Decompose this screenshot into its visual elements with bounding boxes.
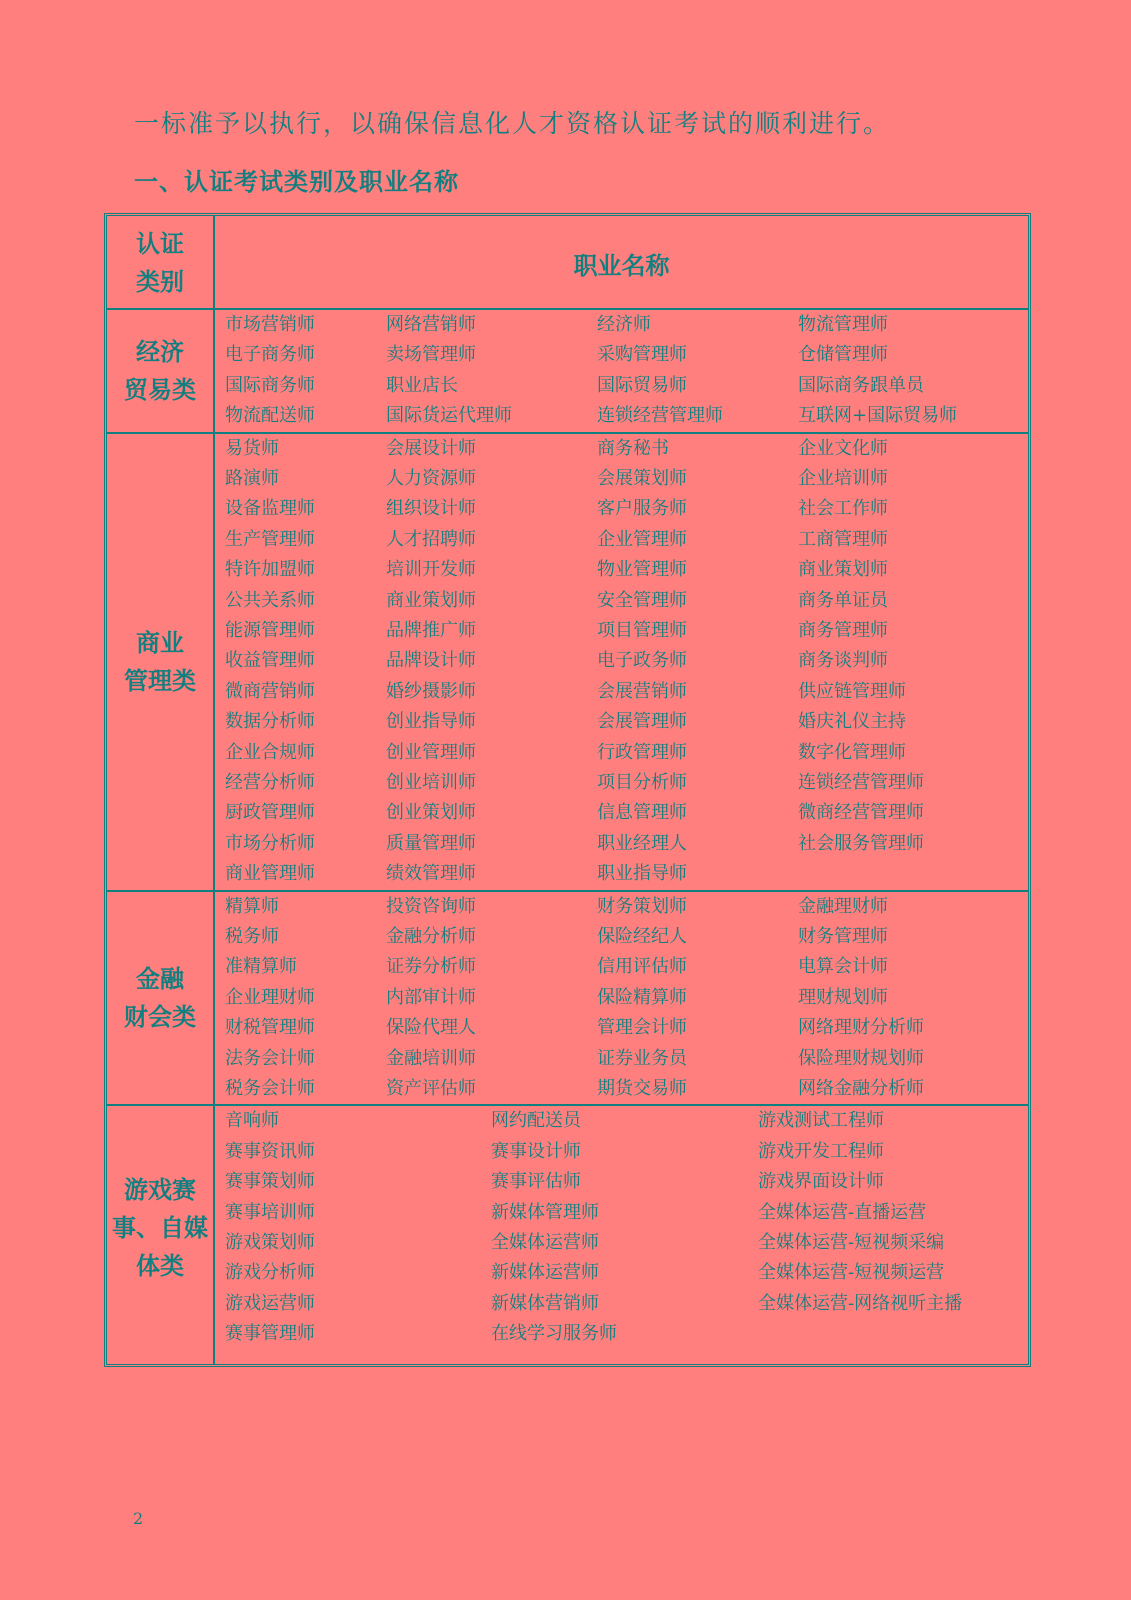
job-title: 职业店长 bbox=[386, 374, 458, 396]
job-title: 内部审计师 bbox=[386, 986, 476, 1008]
table-row bbox=[225, 1289, 1028, 1319]
section-title: 一、认证考试类别及职业名称 bbox=[134, 167, 459, 196]
job-title: 精算师 bbox=[225, 895, 279, 917]
job-title: 特许加盟师 bbox=[225, 559, 315, 581]
table-row bbox=[225, 892, 1028, 922]
job-title: 游戏策划师 bbox=[225, 1231, 315, 1253]
job-title: 安全管理师 bbox=[597, 589, 687, 611]
job-title: 保险经纪人 bbox=[597, 925, 687, 947]
job-title: 会展设计师 bbox=[386, 437, 476, 459]
job-title: 网络营销师 bbox=[386, 314, 476, 335]
table-row bbox=[225, 738, 1028, 768]
job-title: 职业指导师 bbox=[597, 863, 687, 885]
job-title: 新媒体运营师 bbox=[491, 1262, 599, 1284]
job-title: 商务管理师 bbox=[798, 619, 888, 641]
job-title: 电子政务师 bbox=[597, 650, 687, 672]
table-row bbox=[225, 586, 1028, 616]
job-title: 质量管理师 bbox=[386, 832, 476, 854]
job-title: 客户服务师 bbox=[597, 498, 687, 520]
category-cell bbox=[107, 434, 213, 890]
job-title: 连锁经营管理师 bbox=[597, 405, 723, 427]
job-title: 赛事策划师 bbox=[225, 1171, 315, 1193]
job-title: 期货交易师 bbox=[597, 1077, 687, 1099]
job-list bbox=[225, 1106, 1028, 1349]
job-title: 企业合规师 bbox=[225, 741, 315, 763]
job-title: 保险理财规划师 bbox=[798, 1047, 924, 1069]
job-title: 组织设计师 bbox=[386, 498, 476, 520]
job-title: 国际货运代理师 bbox=[386, 405, 512, 427]
job-title: 婚庆礼仪主持 bbox=[798, 711, 906, 733]
job-list bbox=[225, 434, 1028, 890]
job-title: 人才招聘师 bbox=[386, 528, 476, 550]
job-title: 会展管理师 bbox=[597, 711, 687, 733]
category-label: 商业 管理类 bbox=[124, 627, 196, 695]
table-row bbox=[225, 434, 1028, 464]
job-title: 全媒体运营-网络视听主播 bbox=[758, 1292, 963, 1314]
job-title: 金融理财师 bbox=[798, 895, 888, 917]
job-title: 微商经营管理师 bbox=[798, 802, 924, 824]
job-title: 游戏界面设计师 bbox=[758, 1171, 884, 1193]
certification-table bbox=[104, 213, 1031, 1367]
job-title: 社会工作师 bbox=[798, 498, 888, 520]
table-row bbox=[225, 798, 1028, 828]
job-title: 数据分析师 bbox=[225, 711, 315, 733]
job-title: 游戏开发工程师 bbox=[758, 1140, 884, 1162]
job-title: 设备监理师 bbox=[225, 498, 315, 520]
table-row bbox=[225, 922, 1028, 952]
header-category bbox=[107, 216, 213, 310]
job-title: 财务管理师 bbox=[798, 925, 888, 947]
job-title: 供应链管理师 bbox=[798, 680, 906, 702]
table-row bbox=[225, 616, 1028, 646]
job-title: 游戏测试工程师 bbox=[758, 1110, 884, 1132]
category-label: 金融 财会类 bbox=[124, 963, 196, 1031]
job-title: 国际商务师 bbox=[225, 374, 315, 396]
job-title: 商务谈判师 bbox=[798, 650, 888, 672]
job-title: 企业培训师 bbox=[798, 467, 888, 489]
job-title: 赛事培训师 bbox=[225, 1201, 315, 1223]
job-title: 商务单证员 bbox=[798, 589, 888, 611]
table-row bbox=[225, 371, 1028, 401]
job-title: 金融分析师 bbox=[386, 925, 476, 947]
job-title: 税务师 bbox=[225, 925, 279, 947]
job-title: 项目管理师 bbox=[597, 619, 687, 641]
job-title: 采购管理师 bbox=[597, 344, 687, 366]
job-title: 能源管理师 bbox=[225, 619, 315, 641]
job-list bbox=[225, 310, 1028, 432]
table-row bbox=[225, 310, 1028, 340]
job-title: 网络理财分析师 bbox=[798, 1017, 924, 1039]
table-row bbox=[225, 340, 1028, 370]
table-row bbox=[225, 1319, 1028, 1349]
job-title: 物业管理师 bbox=[597, 559, 687, 581]
job-title: 保险精算师 bbox=[597, 986, 687, 1008]
job-title: 赛事管理师 bbox=[225, 1323, 315, 1345]
job-title: 数字化管理师 bbox=[798, 741, 906, 763]
job-title: 互联网+国际贸易师 bbox=[798, 405, 958, 427]
job-title: 创业策划师 bbox=[386, 802, 476, 824]
table-row bbox=[225, 829, 1028, 859]
job-title: 企业理财师 bbox=[225, 986, 315, 1008]
job-title: 准精算师 bbox=[225, 956, 297, 978]
table-row bbox=[225, 1013, 1028, 1043]
table-row bbox=[225, 1228, 1028, 1258]
job-title: 生产管理师 bbox=[225, 528, 315, 550]
table-row bbox=[225, 1258, 1028, 1288]
job-title: 赛事资讯师 bbox=[225, 1140, 315, 1162]
job-title: 企业文化师 bbox=[798, 437, 888, 459]
job-title: 创业管理师 bbox=[386, 741, 476, 763]
header-jobs: 职业名称 bbox=[573, 250, 670, 280]
job-list bbox=[225, 892, 1028, 1105]
job-title: 网络金融分析师 bbox=[798, 1077, 924, 1099]
job-title: 商业策划师 bbox=[386, 589, 476, 611]
job-title: 管理会计师 bbox=[597, 1017, 687, 1039]
category-label: 游戏赛 事、自媒 体类 bbox=[112, 1174, 208, 1280]
job-title: 资产评估师 bbox=[386, 1077, 476, 1099]
table-row bbox=[225, 707, 1028, 737]
table-row bbox=[225, 401, 1028, 431]
job-title: 游戏运营师 bbox=[225, 1292, 315, 1314]
job-title: 收益管理师 bbox=[225, 650, 315, 672]
job-title: 仓储管理师 bbox=[798, 344, 888, 366]
job-title: 赛事评估师 bbox=[491, 1171, 581, 1193]
job-title: 项目分析师 bbox=[597, 771, 687, 793]
job-title: 全媒体运营-短视频采编 bbox=[758, 1231, 945, 1253]
job-title: 商业策划师 bbox=[798, 559, 888, 581]
table-row bbox=[225, 1137, 1028, 1167]
job-title: 企业管理师 bbox=[597, 528, 687, 550]
table-row bbox=[225, 464, 1028, 494]
job-title: 投资咨询师 bbox=[386, 895, 476, 917]
job-title: 品牌设计师 bbox=[386, 650, 476, 672]
job-title: 卖场管理师 bbox=[386, 344, 476, 366]
job-title: 经营分析师 bbox=[225, 771, 315, 793]
page-number: 2 bbox=[133, 1509, 144, 1528]
table-row bbox=[225, 677, 1028, 707]
job-title: 税务会计师 bbox=[225, 1077, 315, 1099]
job-title: 创业培训师 bbox=[386, 771, 476, 793]
table-row bbox=[225, 952, 1028, 982]
category-cell bbox=[107, 892, 213, 1105]
job-title: 证券分析师 bbox=[386, 956, 476, 978]
table-divider-vertical bbox=[213, 216, 215, 1364]
job-title: 财税管理师 bbox=[225, 1017, 315, 1039]
job-title: 市场分析师 bbox=[225, 832, 315, 854]
job-title: 新媒体营销师 bbox=[491, 1292, 599, 1314]
header-category-label: 认证 类别 bbox=[136, 229, 184, 296]
job-title: 信息管理师 bbox=[597, 802, 687, 824]
category-cell bbox=[107, 1106, 213, 1349]
job-title: 工商管理师 bbox=[798, 528, 888, 550]
job-title: 国际商务跟单员 bbox=[798, 374, 924, 396]
table-row bbox=[225, 525, 1028, 555]
job-title: 绩效管理师 bbox=[386, 863, 476, 885]
category-cell bbox=[107, 310, 213, 432]
job-title: 品牌推广师 bbox=[386, 619, 476, 641]
job-title: 公共关系师 bbox=[225, 589, 315, 611]
table-row bbox=[225, 1198, 1028, 1228]
job-title: 市场营销师 bbox=[225, 314, 315, 335]
job-title: 证券业务员 bbox=[597, 1047, 687, 1069]
table-row bbox=[225, 1167, 1028, 1197]
job-title: 全媒体运营-短视频运营 bbox=[758, 1262, 945, 1284]
job-title: 创业指导师 bbox=[386, 711, 476, 733]
table-row bbox=[225, 1044, 1028, 1074]
job-title: 国际贸易师 bbox=[597, 374, 687, 396]
job-title: 连锁经营管理师 bbox=[798, 771, 924, 793]
category-label: 经济 贸易类 bbox=[124, 336, 196, 404]
job-title: 会展策划师 bbox=[597, 467, 687, 489]
job-title: 易货师 bbox=[225, 437, 279, 459]
table-row bbox=[225, 555, 1028, 585]
table-row bbox=[225, 646, 1028, 676]
job-title: 新媒体管理师 bbox=[491, 1201, 599, 1223]
intro-paragraph: 一标准予以执行，以确保信息化人才资格认证考试的顺利进行。 bbox=[134, 109, 891, 138]
job-title: 微商营销师 bbox=[225, 680, 315, 702]
job-title: 厨政管理师 bbox=[225, 802, 315, 824]
job-title: 行政管理师 bbox=[597, 741, 687, 763]
job-title: 全媒体运营师 bbox=[491, 1231, 599, 1253]
job-title: 保险代理人 bbox=[386, 1017, 476, 1039]
job-title: 网约配送员 bbox=[491, 1110, 581, 1132]
job-title: 人力资源师 bbox=[386, 467, 476, 489]
job-title: 财务策划师 bbox=[597, 895, 687, 917]
job-title: 婚纱摄影师 bbox=[386, 680, 476, 702]
table-row bbox=[225, 983, 1028, 1013]
table-row bbox=[225, 859, 1028, 889]
job-title: 职业经理人 bbox=[597, 832, 687, 854]
job-title: 路演师 bbox=[225, 467, 279, 489]
job-title: 电子商务师 bbox=[225, 344, 315, 366]
job-title: 理财规划师 bbox=[798, 986, 888, 1008]
job-title: 金融培训师 bbox=[386, 1047, 476, 1069]
table-row bbox=[225, 494, 1028, 524]
table-row bbox=[225, 1074, 1028, 1104]
job-title: 信用评估师 bbox=[597, 956, 687, 978]
job-title: 培训开发师 bbox=[386, 559, 476, 581]
job-title: 在线学习服务师 bbox=[491, 1323, 617, 1345]
job-title: 社会服务管理师 bbox=[798, 832, 924, 854]
job-title: 电算会计师 bbox=[798, 956, 888, 978]
job-title: 经济师 bbox=[597, 314, 651, 335]
job-title: 商务秘书 bbox=[597, 437, 669, 459]
job-title: 商业管理师 bbox=[225, 863, 315, 885]
table-row bbox=[225, 768, 1028, 798]
job-title: 物流管理师 bbox=[798, 314, 888, 335]
job-title: 全媒体运营-直播运营 bbox=[758, 1201, 927, 1223]
job-title: 游戏分析师 bbox=[225, 1262, 315, 1284]
job-title: 音响师 bbox=[225, 1110, 279, 1132]
table-row bbox=[225, 1106, 1028, 1136]
job-title: 法务会计师 bbox=[225, 1047, 315, 1069]
job-title: 物流配送师 bbox=[225, 405, 315, 427]
job-title: 会展营销师 bbox=[597, 680, 687, 702]
job-title: 赛事设计师 bbox=[491, 1140, 581, 1162]
